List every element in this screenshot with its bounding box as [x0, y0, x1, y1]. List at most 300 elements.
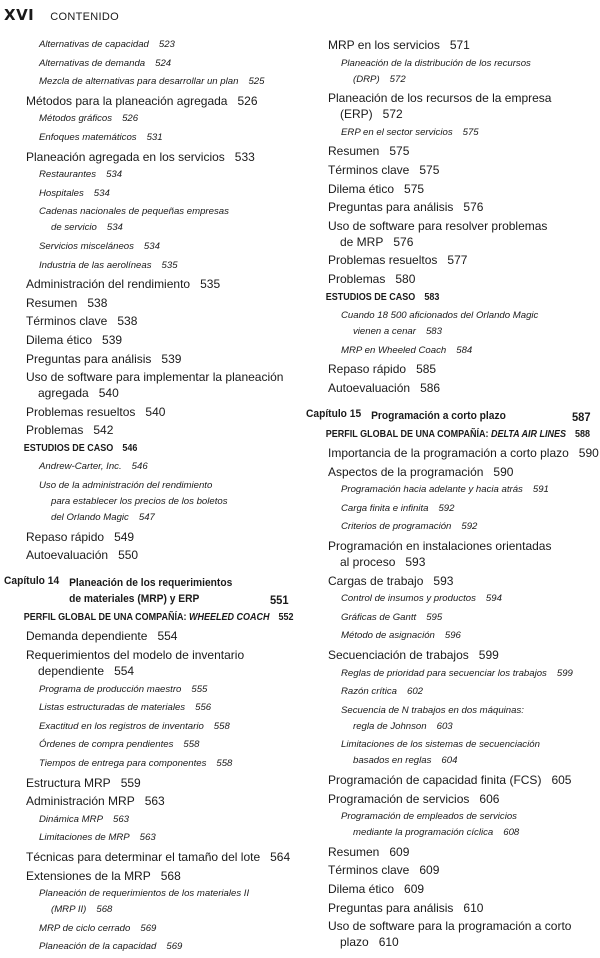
entry-text: al proceso — [340, 555, 396, 570]
entry-line — [26, 369, 292, 385]
entry-text: Problemas resueltos — [26, 404, 136, 419]
page-number: 546 — [131, 461, 148, 473]
page-number: 583 — [425, 326, 442, 338]
toc-entry[interactable] — [4, 793, 292, 809]
entry-line — [39, 74, 292, 90]
entry-text: MRP en Wheeled Coach — [341, 344, 447, 356]
toc-subentry[interactable] — [306, 809, 594, 841]
entry-text: Extensiones de la MRP — [26, 868, 151, 883]
toc-entry[interactable] — [306, 37, 594, 53]
entry-line — [341, 719, 594, 735]
toc-entry[interactable] — [4, 276, 292, 292]
entry-text: de servicio — [51, 222, 97, 234]
page-number: 554 — [157, 629, 178, 644]
entry-line — [326, 290, 600, 306]
entry-text: Programación de capacidad finita (FCS) — [328, 773, 542, 787]
entry-text: ERP en el sector servicios — [341, 126, 453, 138]
page-number: 592 — [438, 502, 455, 514]
toc-entry[interactable] — [4, 369, 292, 401]
toc-entry[interactable] — [306, 791, 594, 807]
page-number: 552 — [278, 611, 294, 623]
toc-subentry[interactable] — [4, 737, 292, 753]
entry-text: Restaurantes — [39, 169, 97, 181]
chapter-number: Capítulo 15 — [306, 407, 362, 420]
entry-line — [39, 700, 292, 716]
entry-line — [39, 186, 292, 202]
page-header — [4, 6, 119, 26]
entry-text: Mezcla de alternativas para desarrollar un plan — [39, 76, 239, 88]
entry-line — [26, 547, 292, 563]
toc-subentry[interactable] — [4, 74, 292, 90]
page-number: 588 — [574, 428, 591, 440]
toc-column-right — [306, 37, 599, 953]
toc-subentry[interactable] — [4, 812, 292, 828]
page-number: 550 — [118, 548, 139, 563]
entry-text: agregada — [38, 386, 89, 401]
toc-subentry[interactable] — [306, 684, 594, 700]
entry-text: Problemas resueltos — [328, 253, 438, 268]
entry-text: Importancia de la programación a corto plazo — [328, 446, 569, 461]
page-number: 525 — [248, 76, 265, 88]
toc-subentry[interactable] — [306, 125, 594, 141]
entry-text: Dilema ético — [328, 181, 395, 196]
entry-text: Aspectos de la programación — [328, 464, 484, 479]
entry-text: Métodos gráficos — [39, 113, 113, 125]
entry-line — [341, 753, 594, 769]
entry-text: Planeación agregada en los servicios — [26, 149, 225, 164]
entry-text: Programación hacia adelante y hacia atrás — [341, 484, 523, 496]
entry-text: Términos clave — [328, 863, 410, 878]
toc-subentry[interactable] — [4, 167, 292, 183]
toc-entry[interactable] — [4, 313, 292, 329]
entry-text: Dilema ético — [328, 881, 395, 896]
entry-line — [326, 427, 600, 443]
entry-text: Tiempos de entrega para componentes — [39, 758, 207, 769]
entry-text: Reglas de prioridad para secuenciar los trabajos — [341, 667, 547, 679]
toc-subentry[interactable] — [4, 111, 292, 127]
entry-line — [26, 628, 292, 644]
entry-line — [39, 56, 292, 72]
entry-text: Control de insumos y productos — [341, 593, 476, 605]
entry-line — [341, 628, 594, 644]
page-number: 599 — [556, 667, 573, 679]
entry-line — [328, 464, 594, 480]
entry-text: MRP en los servicios — [328, 38, 440, 52]
page-number: 568 — [160, 868, 181, 883]
toc-case-heading[interactable] — [306, 290, 600, 306]
entry-text: Uso de la administración del rendimiento — [39, 480, 213, 492]
toc-entry[interactable] — [306, 143, 594, 159]
entry-line — [39, 204, 292, 220]
toc-subentry[interactable] — [306, 501, 594, 517]
page-number: 547 — [138, 512, 155, 524]
toc-entry[interactable] — [306, 573, 594, 589]
page-number: 538 — [87, 295, 108, 310]
toc-entry[interactable] — [306, 361, 594, 377]
toc-entry[interactable] — [4, 868, 292, 884]
page-number: 538 — [117, 314, 138, 329]
entry-line — [26, 332, 292, 348]
entry-text: Dilema ético — [26, 332, 93, 347]
entry-text: (ERP) — [340, 107, 373, 122]
toc-subentry[interactable] — [4, 682, 292, 698]
toc-entry[interactable] — [306, 199, 594, 215]
entry-text: Demanda dependiente — [26, 629, 148, 644]
page-number: 535 — [200, 277, 221, 292]
page-number: 610 — [463, 900, 484, 915]
toc-entry[interactable] — [306, 252, 594, 268]
toc-entry[interactable] — [306, 538, 594, 570]
entry-text: Resumen — [26, 295, 78, 310]
entry-line — [341, 343, 594, 359]
entry-text: Problemas — [328, 271, 386, 286]
page-number: 572 — [382, 107, 403, 122]
entry-text: Gráficas de Gantt — [341, 611, 417, 623]
entry-text: PERFIL GLOBAL DE UNA COMPAÑÍA: — [325, 428, 489, 440]
entry-line — [341, 684, 594, 700]
entry-text: Preguntas para análisis — [328, 900, 454, 915]
company-name: DELTA AIR LINES — [490, 428, 566, 440]
page-number: 542 — [93, 423, 114, 438]
entry-text: Limitaciones de los sistemas de secuenciación — [341, 739, 540, 751]
toc-entry[interactable] — [306, 862, 594, 878]
entry-text: dependiente — [38, 664, 105, 679]
toc-entry[interactable] — [4, 628, 292, 644]
entry-line — [39, 830, 292, 846]
entry-text: (DRP) — [353, 73, 380, 85]
toc-entry[interactable] — [306, 90, 594, 122]
toc-entry[interactable] — [4, 529, 292, 545]
entry-line — [26, 93, 292, 109]
toc-entry[interactable] — [306, 900, 594, 916]
page-number: 609 — [389, 844, 410, 859]
page-number: 577 — [447, 253, 468, 268]
entry-line — [39, 902, 292, 918]
entry-text: Alternativas de demanda — [39, 57, 146, 69]
entry-line — [26, 849, 292, 865]
entry-line — [39, 719, 292, 735]
company-name: WHEELED COACH — [188, 611, 270, 623]
toc-entry[interactable] — [306, 218, 594, 250]
entry-text: Órdenes de compra pendientes — [39, 739, 174, 751]
entry-text: Planeación de los recursos de la empresa — [328, 91, 552, 106]
toc-case-heading[interactable] — [306, 427, 600, 443]
entry-text: Exactitud en los registros de inventario — [39, 720, 204, 732]
toc-subentry[interactable] — [4, 37, 292, 53]
entry-text: Limitaciones de MRP — [39, 832, 130, 844]
page-number: 576 — [463, 200, 484, 215]
entry-text: Cargas de trabajo — [328, 573, 424, 588]
toc-entry[interactable] — [4, 647, 292, 679]
entry-text: del Orlando Magic — [51, 512, 129, 524]
entry-text: Preguntas para análisis — [328, 200, 454, 215]
toc-subentry[interactable] — [4, 186, 292, 202]
entry-line — [328, 573, 594, 589]
toc-subentry[interactable] — [306, 703, 594, 735]
entry-text: Resumen — [328, 144, 380, 159]
entry-line — [39, 478, 292, 494]
toc-subentry[interactable] — [4, 130, 292, 146]
entry-text: (MRP II) — [51, 904, 87, 916]
entry-line — [26, 663, 292, 679]
entry-text: Uso de software para resolver problemas — [328, 218, 548, 233]
entry-line — [26, 529, 292, 545]
toc-subentry[interactable] — [4, 459, 292, 475]
toc-subentry[interactable] — [4, 56, 292, 72]
entry-line — [341, 703, 594, 719]
entry-line — [328, 271, 594, 287]
entry-text: Planeación de la distribución de los recursos — [341, 57, 531, 69]
entry-text: Alternativas de capacidad — [39, 39, 149, 50]
page-number: 526 — [122, 113, 139, 125]
page-number: 596 — [444, 630, 461, 642]
entry-text: Requerimientos del modelo de inventario — [26, 648, 245, 663]
entry-line — [328, 162, 594, 178]
entry-line — [328, 554, 594, 570]
page-number: 535 — [161, 259, 178, 271]
toc-subentry[interactable] — [4, 921, 292, 937]
entry-line — [26, 647, 292, 663]
entry-line — [328, 37, 594, 53]
toc-entry[interactable] — [306, 181, 594, 197]
toc-case-heading[interactable] — [4, 610, 309, 626]
entry-text: Métodos para la planeación agregada — [26, 93, 228, 108]
toc-subentry[interactable] — [306, 610, 594, 626]
entry-line — [341, 737, 594, 753]
entry-text: Programa de producción maestro — [39, 683, 182, 695]
entry-text: Criterios de programación — [341, 521, 452, 533]
entry-line — [341, 501, 594, 517]
page-number: 599 — [478, 648, 499, 663]
toc-subentry[interactable] — [4, 719, 292, 735]
entry-text: plazo — [340, 935, 369, 950]
entry-line — [26, 404, 292, 420]
toc-entry[interactable] — [4, 849, 292, 865]
page-number: 609 — [404, 881, 425, 896]
entry-text: Autoevaluación — [26, 548, 109, 563]
page-number: 558 — [183, 739, 200, 751]
page-number: 569 — [140, 922, 157, 934]
entry-line — [341, 482, 594, 498]
toc-case-heading[interactable] — [4, 441, 309, 457]
page-number: 590 — [493, 464, 514, 479]
toc-subentry[interactable] — [306, 666, 594, 682]
entry-line — [39, 111, 292, 127]
entry-text: Enfoques matemáticos — [39, 131, 137, 143]
entry-text: de materiales (MRP) y ERP — [69, 593, 200, 606]
toc-entry[interactable] — [4, 332, 292, 348]
entry-line — [4, 591, 272, 607]
entry-line — [26, 422, 292, 438]
toc-entry[interactable] — [4, 404, 292, 420]
toc-subentry[interactable] — [4, 478, 292, 526]
toc-entry[interactable] — [4, 775, 292, 791]
toc-subentry[interactable] — [4, 258, 292, 274]
toc-entry[interactable] — [4, 149, 292, 165]
page-number: 602 — [406, 686, 423, 698]
entry-line — [328, 143, 594, 159]
toc-subentry[interactable] — [306, 628, 594, 644]
entry-line — [26, 149, 292, 165]
entry-text: Preguntas para análisis — [26, 351, 152, 366]
page-number: 585 — [416, 362, 437, 377]
page-number: 595 — [426, 611, 443, 623]
entry-text: Programación en instalaciones orientadas — [328, 539, 552, 554]
toc-entry[interactable] — [4, 422, 292, 438]
entry-line — [328, 538, 594, 554]
entry-text: de MRP — [340, 234, 384, 249]
toc-subentry[interactable] — [306, 519, 594, 535]
page-number: 539 — [161, 351, 182, 366]
entry-line — [328, 380, 594, 396]
entry-line — [39, 812, 292, 828]
page-number: 575 — [419, 162, 440, 177]
entry-text: basados en reglas — [353, 755, 432, 767]
toc-entry[interactable] — [306, 380, 594, 396]
page-number: 554 — [114, 664, 135, 679]
entry-line — [328, 900, 594, 916]
page-number: 603 — [436, 720, 453, 732]
entry-line — [341, 610, 594, 626]
toc-subentry[interactable] — [4, 939, 292, 955]
entry-line — [328, 445, 599, 461]
toc-subentry[interactable] — [306, 737, 594, 769]
entry-line — [328, 90, 594, 106]
page-number: 534 — [106, 222, 123, 234]
chapter-heading[interactable] — [4, 575, 289, 608]
page-number: 534 — [93, 187, 110, 199]
entry-line — [328, 106, 594, 122]
entry-text: Problemas — [26, 423, 84, 438]
toc-subentry[interactable] — [4, 204, 292, 236]
page-number: 591 — [532, 484, 549, 496]
toc-entry[interactable] — [4, 295, 292, 311]
toc-entry[interactable] — [306, 162, 594, 178]
toc-entry[interactable] — [4, 547, 292, 563]
entry-text: Uso de software para la programación a corto — [328, 919, 572, 934]
entry-line — [341, 809, 594, 825]
entry-line — [39, 494, 292, 510]
entry-text: Uso de software para implementar la planeación — [26, 370, 284, 385]
page-number: 540 — [145, 404, 166, 419]
toc-entry[interactable] — [306, 464, 594, 480]
entry-text: Planeación de los requerimientos — [69, 577, 233, 590]
toc-entry[interactable] — [306, 844, 594, 860]
toc-subentry[interactable] — [306, 56, 594, 88]
entry-line — [328, 791, 594, 807]
entry-line — [26, 351, 292, 367]
entry-text: Autoevaluación — [328, 380, 411, 395]
toc-subentry[interactable] — [4, 700, 292, 716]
entry-line — [341, 324, 594, 340]
page-number: 558 — [213, 720, 230, 732]
page-number: 559 — [120, 775, 141, 790]
entry-line — [39, 510, 292, 526]
page-number: 575 — [404, 181, 425, 196]
toc-entry[interactable] — [306, 918, 594, 950]
entry-text: regla de Johnson — [353, 720, 427, 732]
page-number: 609 — [419, 863, 440, 878]
page-number: 576 — [393, 234, 414, 249]
toc-subentry[interactable] — [4, 830, 292, 846]
toc-subentry[interactable] — [4, 886, 292, 918]
page-number: 568 — [96, 904, 113, 916]
entry-line — [328, 647, 594, 663]
entry-line — [39, 756, 292, 772]
entry-text: Administración del rendimiento — [26, 277, 191, 292]
page-number: 580 — [395, 271, 416, 286]
entry-text: MRP de ciclo cerrado — [39, 922, 131, 934]
entry-line — [341, 72, 594, 88]
entry-text: Términos clave — [26, 314, 108, 329]
page-number: 556 — [195, 702, 212, 714]
chapter-heading[interactable] — [306, 407, 591, 424]
page-number: 572 — [389, 73, 406, 85]
toc-entry[interactable] — [306, 445, 599, 461]
entry-line — [26, 385, 292, 401]
chapter-number: Capítulo 14 — [4, 575, 60, 588]
entry-text: Administración MRP — [26, 794, 135, 809]
entry-text: PERFIL GLOBAL DE UNA COMPAÑÍA: — [23, 611, 187, 623]
toc-subentry[interactable] — [306, 591, 594, 607]
toc-entry[interactable] — [4, 351, 292, 367]
entry-text: Planeación de requerimientos de los materiales II — [39, 888, 250, 900]
entry-text: Industria de las aerolíneas — [39, 259, 152, 271]
entry-text: Repaso rápido — [26, 529, 105, 544]
page-number: 610 — [378, 935, 399, 950]
entry-text: para establecer los precios de los boletos — [51, 496, 228, 508]
entry-line — [341, 56, 594, 72]
toc-subentry[interactable] — [306, 482, 594, 498]
entry-line — [39, 167, 292, 183]
toc-entry[interactable] — [4, 93, 292, 109]
entry-line — [26, 868, 292, 884]
toc-entry[interactable] — [306, 772, 594, 788]
page-number: 592 — [461, 521, 478, 533]
toc-column-left — [4, 37, 292, 958]
page-number: 604 — [441, 755, 458, 767]
page-number: 590 — [578, 446, 599, 461]
running-title: CONTENIDO — [50, 11, 119, 23]
entry-text: ESTUDIOS DE CASO — [23, 442, 114, 454]
entry-line — [39, 737, 292, 753]
page-number: 546 — [122, 442, 138, 454]
entry-line — [24, 610, 309, 626]
toc-entry[interactable] — [306, 271, 594, 287]
entry-text: vienen a cenar — [353, 326, 416, 338]
entry-line — [328, 218, 594, 234]
page-number: 533 — [234, 149, 255, 164]
toc-entry[interactable] — [306, 647, 594, 663]
page-number: 558 — [216, 758, 233, 769]
entry-text: Andrew-Carter, Inc. — [39, 461, 122, 473]
entry-text: Resumen — [328, 844, 380, 859]
toc-subentry[interactable] — [4, 756, 292, 772]
entry-line — [26, 276, 292, 292]
toc-subentry[interactable] — [4, 239, 292, 255]
entry-text: Programación de servicios — [328, 791, 470, 806]
entry-line — [39, 130, 292, 146]
page-number: 531 — [146, 131, 163, 143]
toc-entry[interactable] — [306, 881, 594, 897]
toc-subentry[interactable] — [306, 343, 594, 359]
entry-line — [26, 313, 292, 329]
entry-line — [39, 37, 292, 53]
entry-text: Secuenciación de trabajos — [328, 648, 469, 663]
entry-text: ESTUDIOS DE CASO — [325, 291, 416, 303]
entry-line — [341, 666, 594, 682]
toc-subentry[interactable] — [306, 308, 594, 340]
